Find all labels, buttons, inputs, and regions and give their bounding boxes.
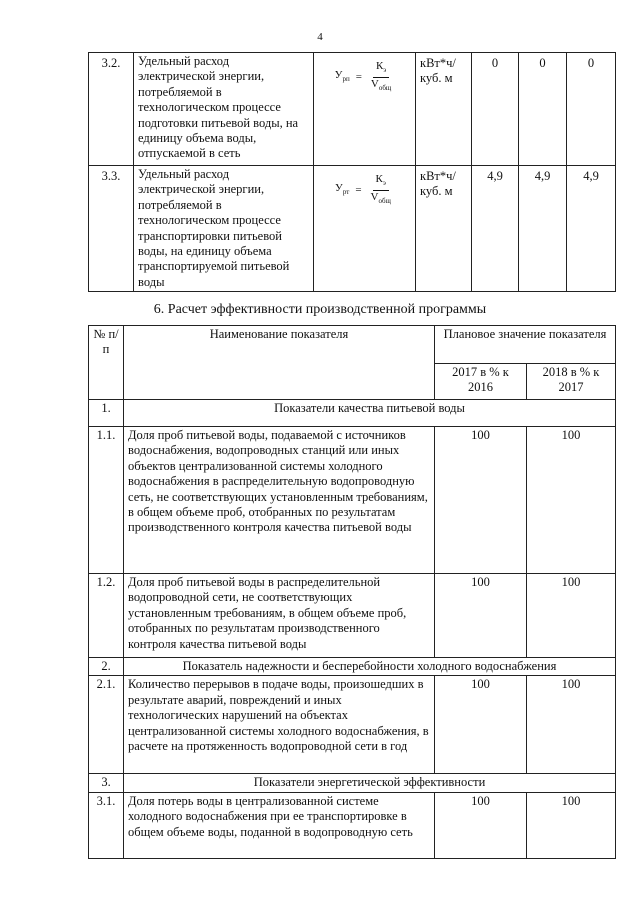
header-year-2018: 2018 в % к 2017: [527, 364, 616, 400]
formula-cell: [314, 166, 416, 292]
group-number: 3.: [89, 774, 124, 792]
group-number: 1.: [89, 400, 124, 427]
row-number: 1.1.: [89, 427, 124, 574]
header-name: Наименование показателя: [124, 326, 435, 400]
indicator-name: Количество перерывов в подаче воды, произошедших в результате аварий, повреждений и иных технологических нарушений на объектах централизованной системы холодного водоснабжения, в расчете на протяженность водопроводной сети в год: [124, 676, 435, 774]
value-cell: 0: [472, 53, 519, 166]
value-cell: 100: [527, 792, 616, 858]
header-year-2017: 2017 в % к 2016: [435, 364, 527, 400]
row-number: 1.2.: [89, 574, 124, 658]
indicator-name: Удельный расход электрической энергии, потребляемой в технологическом процессе подготовки питьевой воды, на единицу объема воды, отпускаемой в сеть: [134, 53, 314, 166]
indicator-table-continued: [88, 52, 616, 292]
formula-fraction: $\frac{К_э}{V_{общ}}$: [370, 60, 392, 93]
value-cell: 0: [567, 53, 616, 166]
value-cell: 100: [435, 676, 527, 774]
group-row: [89, 774, 616, 792]
value-cell: 4,9: [567, 166, 616, 292]
indicator-name: Удельный расход электрической энергии, потребляемой в технологическом процессе транспортировки питьевой воды, на единицу объема транспортируемой питьевой воды: [134, 166, 314, 292]
header-num: № п/п: [89, 326, 124, 400]
value-cell: 100: [527, 676, 616, 774]
indicator-name: Доля проб питьевой воды, подаваемой с источников водоснабжения, водопроводных станций или иных объектов централизованной системы холодного водоснабжения в распределительную водопроводную сеть, не соответствующих установленным требованиям, в общем объеме проб, отобранных по результатам производственного контроля качества питьевой воды: [124, 427, 435, 574]
page-number: 4: [317, 31, 323, 43]
value-cell: 4,9: [472, 166, 519, 292]
value-cell: 100: [527, 427, 616, 574]
unit-cell: кВт*ч/ куб. м: [416, 166, 472, 292]
group-row: [89, 400, 616, 427]
group-title: Показатели качества питьевой воды: [124, 400, 616, 427]
value-cell: 100: [435, 792, 527, 858]
value-cell: 100: [435, 574, 527, 658]
table-row: [89, 427, 616, 574]
group-row: [89, 658, 616, 676]
table-row: [89, 53, 616, 166]
header-row: [89, 326, 616, 364]
value-cell: 4,9: [519, 166, 567, 292]
indicator-name: Доля потерь воды в централизованной системе холодного водоснабжения при ее транспортировке в общем объеме воды, поданной в водопроводную сеть: [124, 792, 435, 858]
table-row: [89, 676, 616, 774]
formula-eq: =: [355, 183, 362, 196]
group-title: Показатели энергетической эффективности: [124, 774, 616, 792]
group-number: 2.: [89, 658, 124, 676]
row-number: 3.1.: [89, 792, 124, 858]
formula-lhs: $У_{рт}$: [335, 181, 350, 197]
section-title: 6. Расчет эффективности производственной программы: [153, 302, 487, 317]
value-cell: 100: [435, 427, 527, 574]
header-planned: Плановое значение показателя: [435, 326, 616, 364]
table-row: [89, 574, 616, 658]
formula-fraction: $\frac{К_э}{V_{общ}}$: [370, 173, 391, 206]
row-number: 3.3.: [89, 166, 134, 292]
indicator-name: Доля проб питьевой воды в распределительной водопроводной сети, не соответствующих установленным требованиям, в общем объеме проб, отобранных по результатам производственного контроля качества питьевой воды: [124, 574, 435, 658]
value-cell: 100: [527, 574, 616, 658]
formula: [318, 60, 411, 95]
formula-lhs: $У_{рп}$: [334, 68, 350, 84]
formula-cell: [314, 53, 416, 166]
value-cell: 0: [519, 53, 567, 166]
table-row: [89, 166, 616, 292]
formula: [318, 173, 411, 208]
group-title: Показатель надежности и бесперебойности холодного водоснабжения: [124, 658, 616, 676]
efficiency-table: [88, 325, 616, 859]
table-row: [89, 792, 616, 858]
row-number: 2.1.: [89, 676, 124, 774]
row-number: 3.2.: [89, 53, 134, 166]
unit-cell: кВт*ч/ куб. м: [416, 53, 472, 166]
formula-eq: =: [355, 70, 362, 83]
